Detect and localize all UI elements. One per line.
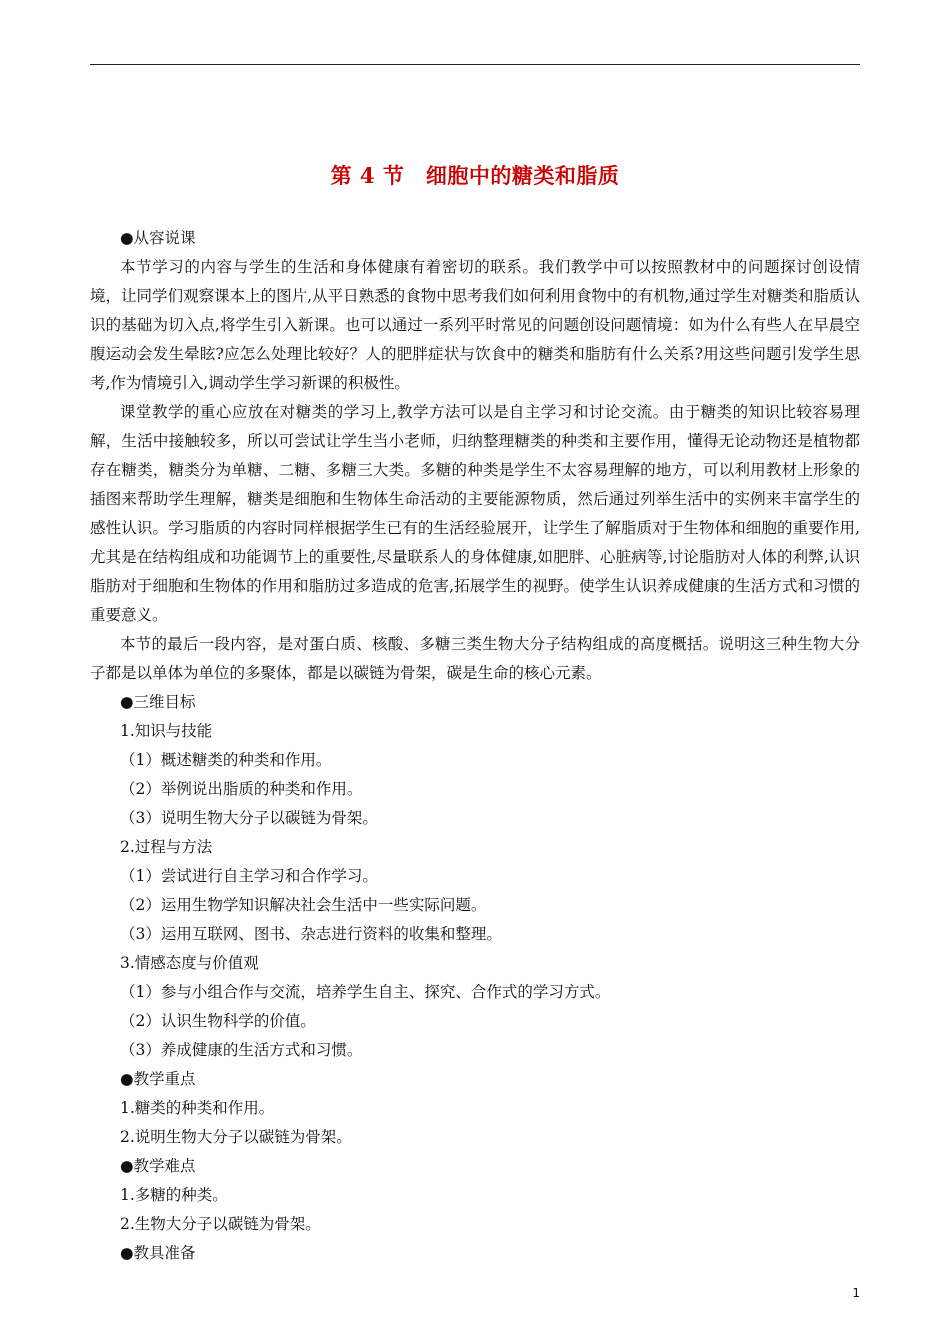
goal-item: （1）尝试进行自主学习和合作学习。	[120, 867, 378, 885]
page-title: 第 4 节 细胞中的糖类和脂质	[330, 163, 620, 188]
page-number: 1	[852, 1286, 860, 1300]
goal-item: （2）认识生物科学的价值。	[120, 1012, 316, 1030]
key-point-item: 2.说明生物大分子以碳链为骨架。	[120, 1128, 352, 1146]
paragraph-3: 本节的最后一段内容，是对蛋白质、核酸、多糖三类生物大分子结构组成的高度概括。说明这三种生物大分子都是以单体为单位的多聚体，都是以碳链为骨架，碳是生命的核心元素。	[90, 635, 860, 682]
goal-heading-process: 2.过程与方法	[120, 838, 213, 856]
section-heading-goals: ●三维目标	[120, 693, 196, 711]
section-heading-shuoke: ●从容说课	[120, 229, 196, 247]
goal-heading-knowledge: 1.知识与技能	[120, 722, 213, 740]
goal-item: （2）运用生物学知识解决社会生活中一些实际问题。	[120, 896, 487, 914]
difficulty-item: 2.生物大分子以碳链为骨架。	[120, 1215, 321, 1233]
goal-item: （2）举例说出脂质的种类和作用。	[120, 780, 363, 798]
header-rule	[90, 64, 860, 65]
goal-heading-attitude: 3.情感态度与价值观	[120, 954, 259, 972]
goal-item: （3）运用互联网、图书、杂志进行资料的收集和整理。	[120, 925, 502, 943]
goal-item: （1）概述糖类的种类和作用。	[120, 751, 332, 769]
paragraph-2: 课堂教学的重心应放在对糖类的学习上,教学方法可以是自主学习和讨论交流。由于糖类的知识比较容易理解，生活中接触较多，所以可尝试让学生当小老师，归纳整理糖类的种类和主要作用，懂得无论动物还是植物都存在糖类，糖类分为单糖、二糖、多糖三大类。多糖的种类是学生不太容易理解的地方，可以利用教材上形象的插图来帮助学生理解，糖类是细胞和生物体生命活动的主要能源物质，然后通过列举生活中的实例来丰富学生的感性认识。学习脂质的内容时同样根据学生已有的生活经验展开，让学生了解脂质对于生物体和细胞的重要作用,尤其是在结构组成和功能调节上的重要性,尽量联系人的身体健康,如肥胖、心脏病等,讨论脂肪对人体的利弊,认识脂肪对于细胞和生物体的作用和脂肪过多造成的危害,拓展学生的视野。使学生认识养成健康的生活方式和习惯的重要意义。	[90, 403, 860, 624]
difficulty-item: 1.多糖的种类。	[120, 1186, 228, 1204]
paragraph-1: 本节学习的内容与学生的生活和身体健康有着密切的联系。我们教学中可以按照教材中的问题探讨创设情境，让同学们观察课本上的图片,从平日熟悉的食物中思考我们如何利用食物中的有机物,通过学生对糖类和脂质认识的基础为切入点,将学生引入新课。也可以通过一系列平时常见的问题创设问题情境：如为什么有些人在早晨空腹运动会发生晕眩?应怎么处理比较好？人的肥胖症状与饮食中的糖类和脂肪有什么关系?用这些问题引发学生思考,作为情境引入,调动学生学习新课的积极性。	[90, 258, 860, 392]
document-body	[90, 224, 860, 1268]
goal-item: （3）说明生物大分子以碳链为骨架。	[120, 809, 378, 827]
section-heading-difficulties: ●教学难点	[120, 1157, 196, 1175]
section-heading-materials: ●教具准备	[120, 1244, 196, 1262]
goal-item: （3）养成健康的生活方式和习惯。	[120, 1041, 363, 1059]
goal-item: （1）参与小组合作与交流，培养学生自主、探究、合作式的学习方式。	[120, 983, 611, 1001]
section-heading-key-points: ●教学重点	[120, 1070, 196, 1088]
key-point-item: 1.糖类的种类和作用。	[120, 1099, 275, 1117]
